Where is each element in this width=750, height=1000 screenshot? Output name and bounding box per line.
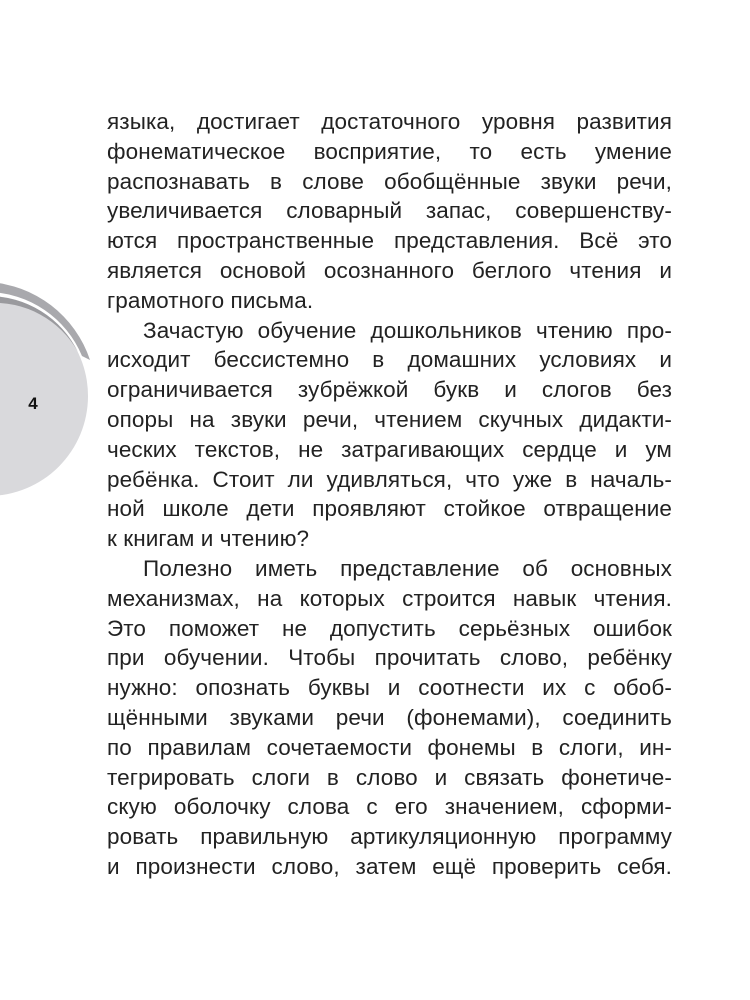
text-line: Зачастую обучение дошкольников чтению про-	[143, 317, 672, 343]
text-line: Это поможет не допустить серьёзных ошибок	[107, 615, 672, 641]
text-line: грамотного письма.	[107, 287, 314, 313]
text-line: ческих текстов, не затрагивающих сердце и ум	[107, 436, 672, 462]
text-line: исходит бессистемно в домашних условиях и	[107, 347, 672, 373]
text-line: ются пространственные представления. Всё это	[107, 228, 672, 254]
text-line: фонематическое восприятие, то есть умение	[107, 138, 672, 164]
text-line: ной школе дети проявляют стойкое отвращение	[107, 496, 672, 522]
text-line: ребёнка. Стоит ли удивляться, что уже в началь-	[107, 466, 672, 492]
text-line: ровать правильную артикуляционную программу	[107, 824, 672, 850]
paragraph-2	[107, 316, 672, 554]
text-line: ограничивается зубрёжкой букв и слогов без	[107, 377, 672, 403]
body-text	[107, 107, 672, 882]
text-line: распознавать в слове обобщённые звуки речи,	[107, 168, 672, 194]
tab-disc-light	[0, 296, 88, 496]
text-line: при обучении. Чтобы прочитать слово, ребёнку	[107, 645, 672, 671]
text-line: скую оболочку слова с его значением, сформи-	[107, 794, 672, 820]
text-line: механизмах, на которых строится навык чтения.	[107, 585, 672, 611]
text-line: тегрировать слоги в слово и связать фонетиче-	[107, 764, 672, 790]
text-line: нужно: опознать буквы и соотнести их с обоб-	[107, 675, 672, 701]
page-number: 4	[28, 394, 38, 413]
text-line: и произнести слово, затем ещё проверить себя.	[107, 853, 672, 879]
paragraph-1	[107, 107, 672, 316]
text-line: щёнными звуками речи (фонемами), соединить	[107, 704, 672, 730]
paragraph-3	[107, 554, 672, 882]
text-line: является основой осознанного беглого чтения и	[107, 257, 672, 283]
text-line: по правилам сочетаемости фонемы в слоги, ин-	[107, 734, 672, 760]
text-line: языка, достигает достаточного уровня развития	[107, 109, 672, 134]
text-line: увеличивается словарный запас, совершенству-	[107, 198, 672, 224]
text-line: Полезно иметь представление об основных	[143, 555, 672, 581]
text-line: к книгам и чтению?	[107, 526, 310, 552]
text-line: опоры на звуки речи, чтением скучных дидакти-	[107, 406, 672, 432]
